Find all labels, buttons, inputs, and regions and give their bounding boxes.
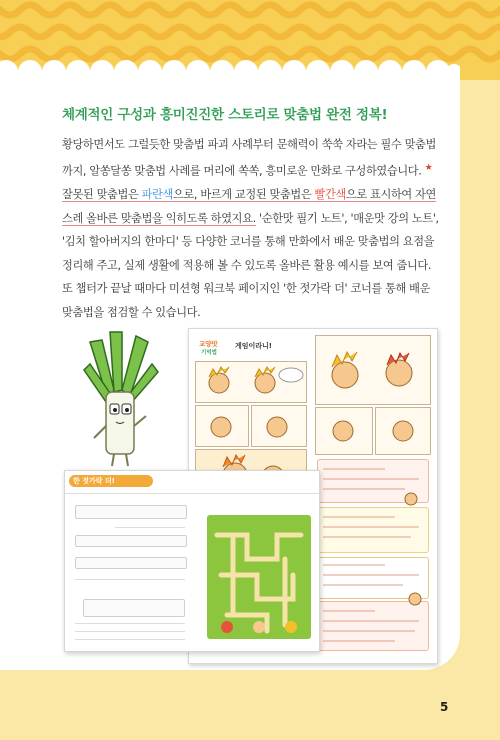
comic-badge-sub: 기억법 <box>201 350 217 356</box>
sentence-part: 으로 표시하여 자연스레 올바른 맞춤법을 익히도록 하였지요. <box>62 187 436 225</box>
answer-box <box>83 599 185 617</box>
comic-characters <box>315 335 431 455</box>
sentence-part: 잘못된 맞춤법은 <box>62 187 142 201</box>
answer-line <box>115 527 185 528</box>
description-paragraph <box>62 133 440 324</box>
answer-line <box>75 623 185 624</box>
paragraph-intro: 황당하면서도 그럴듯한 맞춤법 파괴 사례부터 문해력이 쑥쑥 자라는 필수 맞춤법까지, 알쏭달쏭 맞춤법 사례를 머리에 쏙쏙, 흥미로운 만화로 구성하였습니다. <box>62 138 436 178</box>
maze-illustration <box>207 515 311 639</box>
note-lines <box>315 459 431 653</box>
maze-paths <box>207 515 311 639</box>
comic-right-page <box>315 335 431 655</box>
leek-mascot-illustration <box>80 330 160 470</box>
answer-line <box>75 579 185 580</box>
comic-badge: 교양맛 <box>199 340 218 348</box>
answer-box <box>75 505 187 519</box>
answer-box <box>75 557 187 569</box>
star-icon: ★ <box>424 162 433 173</box>
answer-line <box>75 631 185 632</box>
page-number: 5 <box>440 700 449 714</box>
section-heading: 체계적인 구성과 흥미진진한 스토리로 맞춤법 완전 정복! <box>62 107 388 123</box>
divider <box>65 493 319 494</box>
sentence-part: 으로, 바르게 교정된 맞춤법은 <box>173 187 315 201</box>
workbook-title: 한 젓가락 더! <box>73 477 115 485</box>
workbook-page-preview <box>64 470 320 652</box>
blue-keyword: 파란색 <box>141 187 173 201</box>
scalloped-edge <box>0 56 460 84</box>
answer-line <box>75 639 185 640</box>
paragraph-outro: '순한맛 필기 노트', '매운맛 강의 노트', '김치 할아버지의 한마디' 등 다양한 코너를 통해 만화에서 배운 맞춤법의 요점을 정리해 주고, 실제 생활에 적용해 볼 수 있도록 올바른 활용 예시를 보여 줍니다. 또 챕터가 끝날 때마다 미션형 워크북 페이지인 '한 젓가락 더' 코너를 통해 배운 맞춤법을 점검할 수 있습니다. <box>62 211 439 319</box>
answer-box <box>75 535 187 547</box>
comic-caption: 게임이라니! <box>235 342 273 350</box>
red-keyword: 빨간색 <box>314 187 346 201</box>
